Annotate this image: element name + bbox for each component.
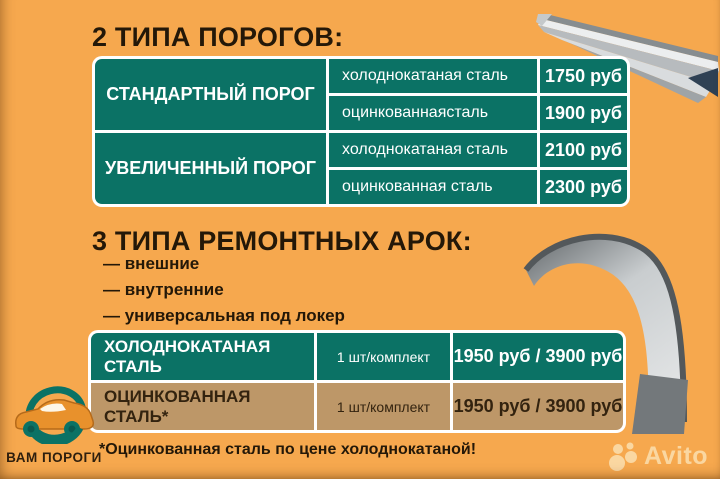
table-cell-material: ХОЛОДНОКАТАНАЯ СТАЛЬ — [91, 333, 314, 380]
sill-price-table — [92, 56, 630, 207]
arch-price-table — [88, 330, 626, 433]
avito-dots-icon — [608, 440, 640, 472]
arch-type-item: — универсальная под локер — [103, 306, 345, 325]
seller-logo-text: ВАМ ПОРОГИ — [6, 450, 102, 465]
arch-types-list — [103, 254, 345, 332]
table-cell-price: 1900 руб — [540, 96, 627, 130]
table-cell-material: ОЦИНКОВАННАЯ СТАЛЬ* — [91, 383, 314, 430]
table-cell-price: 1950 руб / 3900 руб — [453, 333, 623, 380]
table-cell-price: 1750 руб — [540, 59, 627, 93]
car-logo-icon — [8, 384, 100, 444]
arch-type-item: — внешние — [103, 254, 200, 273]
table-cell-price: 2100 руб — [540, 133, 627, 167]
table-cell-sill-type: УВЕЛИЧЕННЫЙ ПОРОГ — [95, 133, 326, 204]
table-cell-price: 2300 руб — [540, 170, 627, 204]
arch-type-item: — внутренние — [103, 280, 224, 299]
table-cell-material: оцинкованнаясталь — [329, 96, 537, 130]
arches-heading: 3 ТИПА РЕМОНТНЫХ АРОК: — [92, 226, 472, 256]
table-cell-quantity: 1 шт/комплект — [317, 333, 450, 380]
galvanized-price-footnote: *Оцинкованная сталь по цене холоднокатаной! — [99, 441, 477, 458]
table-cell-quantity: 1 шт/комплект — [317, 383, 450, 430]
avito-watermark-text: Avito — [644, 441, 709, 470]
table-cell-material: оцинкованная сталь — [329, 170, 537, 204]
table-cell-material: холоднокатаная сталь — [329, 133, 537, 167]
table-cell-material: холоднокатаная сталь — [329, 59, 537, 93]
sills-heading: 2 ТИПА ПОРОГОВ: — [92, 22, 344, 52]
avito-watermark — [608, 440, 708, 472]
table-cell-price: 1950 руб / 3900 руб — [453, 383, 623, 430]
table-cell-sill-type: СТАНДАРТНЫЙ ПОРОГ — [95, 59, 326, 130]
seller-logo — [6, 384, 102, 465]
